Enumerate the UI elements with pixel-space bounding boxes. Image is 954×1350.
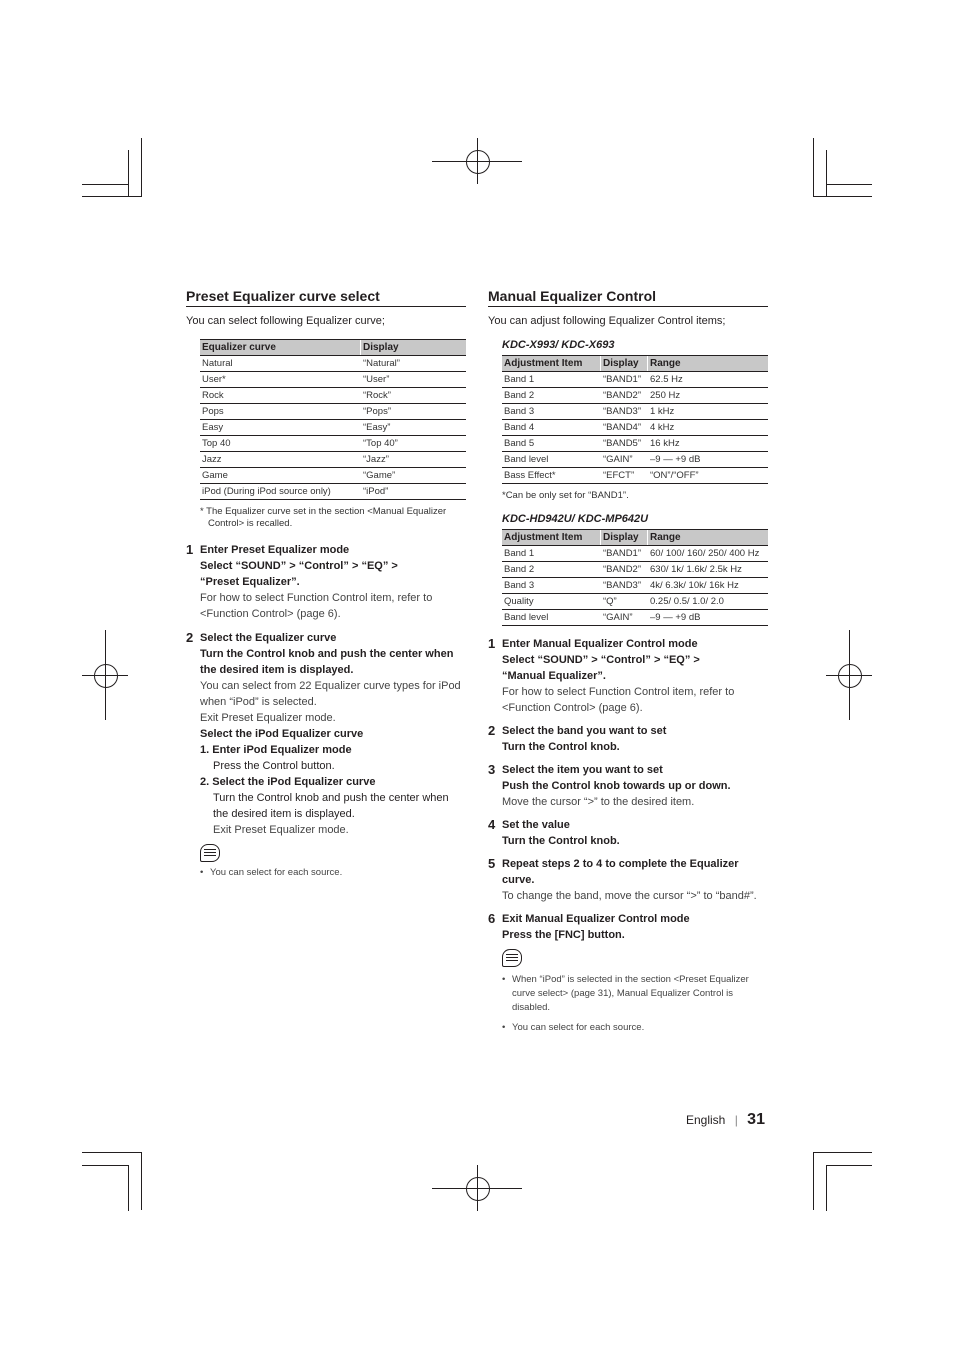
table-cell: Jazz (200, 452, 361, 468)
arrow-icon: > (591, 654, 598, 666)
table-cell: “Top 40” (361, 436, 467, 452)
table-cell: “iPod” (361, 484, 467, 500)
table-header: Equalizer curve (200, 340, 361, 356)
table-cell: “BAND1” (601, 546, 648, 562)
step-heading: Set the value (502, 819, 570, 831)
table-cell: Quality (502, 594, 601, 610)
table-cell: “BAND5” (601, 436, 648, 452)
memo-icon (502, 949, 522, 967)
table-cell: Band 1 (502, 546, 601, 562)
step-heading: Select the Equalizer curve (200, 632, 337, 644)
table-note: *Can be only set for “BAND1”. (502, 490, 629, 501)
step-heading: Enter Preset Equalizer mode (200, 544, 350, 556)
note-item: • You can select for each source. (502, 1021, 768, 1035)
note-item: • When “iPod” is selected in the section <Preset Equalizer curve select> (page 31), Manual Equalizer Control is disabled. (502, 973, 768, 1015)
table-cell: “ON”/“OFF” (648, 468, 769, 484)
step-description: For how to select Function Control item, refer to <Function Control> (page 6). (200, 592, 433, 620)
step-heading: Repeat steps 2 to 4 to complete the Equalizer curve. (502, 858, 739, 886)
step-description: Exit Preset Equalizer mode. (200, 712, 336, 724)
table-cell: “BAND1” (601, 372, 648, 388)
step-select-path: Select “SOUND” > “Control” > “EQ” > (502, 654, 700, 666)
step-heading: Exit Manual Equalizer Control mode (502, 913, 690, 925)
step-1 (488, 636, 768, 716)
table-cell: iPod (During iPod source only) (200, 484, 361, 500)
table-cell: “Game” (361, 468, 467, 484)
arrow-icon: > (351, 560, 359, 572)
step-select-end: “Manual Equalizer”. (502, 670, 606, 682)
table-cell: 630/ 1k/ 1.6k/ 2.5k Hz (648, 562, 769, 578)
substep-description: Exit Preset Equalizer mode. (213, 824, 349, 836)
substep-heading: 2. Select the iPod Equalizer curve (200, 776, 376, 788)
step-2 (488, 723, 768, 755)
step-select-path: Select “SOUND” > “Control” > “EQ” > (200, 560, 398, 572)
substep-action: Press the Control button. (213, 760, 335, 772)
table-row (502, 388, 768, 404)
table-cell: “BAND2” (601, 562, 648, 578)
step-6 (488, 911, 768, 943)
table-cell: “User” (361, 372, 467, 388)
step-5 (488, 856, 768, 904)
adjustment-table-2 (502, 529, 768, 626)
table-cell: Band 3 (502, 578, 601, 594)
table-header: Range (648, 530, 769, 546)
step-number: 1 (186, 542, 194, 557)
arrow-icon: > (391, 560, 398, 572)
table-header: Display (601, 356, 648, 372)
note-item: • You can select for each source. (200, 866, 466, 880)
step-number: 1 (488, 636, 496, 651)
table-cell: “BAND3” (601, 578, 648, 594)
table-cell: Bass Effect* (502, 468, 601, 484)
step-2 (186, 630, 466, 880)
intro-text: You can select following Equalizer curve; (186, 315, 385, 327)
substep-heading: 1. Enter iPod Equalizer mode (200, 744, 352, 756)
table-cell: “BAND4” (601, 420, 648, 436)
table-cell: 1 kHz (648, 404, 769, 420)
footnote: * The Equalizer curve set in the section <Manual Equalizer Control> is recalled. (200, 506, 447, 529)
registration-mark-icon (466, 150, 490, 174)
table-cell: “Pops” (361, 404, 467, 420)
table-row (502, 404, 768, 420)
section-title: Manual Equalizer Control (488, 288, 768, 307)
table-row (200, 468, 466, 484)
table-header: Adjustment Item (502, 356, 601, 372)
table-cell: Natural (200, 356, 361, 372)
table-row (200, 372, 466, 388)
table-row (502, 468, 768, 484)
table-cell: Band level (502, 452, 601, 468)
table-cell: 60/ 100/ 160/ 250/ 400 Hz (648, 546, 769, 562)
step-description: Move the cursor “>” to the desired item. (502, 796, 695, 808)
table-row (200, 436, 466, 452)
table-row (502, 578, 768, 594)
substep-action: Turn the Control knob and push the center when the desired item is displayed. (213, 792, 449, 820)
table-cell: Band 2 (502, 388, 601, 404)
table-cell: Band 3 (502, 404, 601, 420)
table-row (502, 594, 768, 610)
step-action: Turn the Control knob and push the center when the desired item is displayed. (200, 648, 454, 676)
arrow-icon: > (653, 654, 661, 666)
table-cell: “BAND3” (601, 404, 648, 420)
step-4 (488, 817, 768, 849)
arrow-icon: > (289, 560, 296, 572)
table-cell: Band level (502, 610, 601, 626)
step-3 (488, 762, 768, 810)
table-cell: 4k/ 6.3k/ 10k/ 16k Hz (648, 578, 769, 594)
table-row (502, 372, 768, 388)
step-description: For how to select Function Control item, refer to <Function Control> (page 6). (502, 686, 735, 714)
page-number: 31 (747, 1111, 765, 1128)
table-cell: –9 — +9 dB (648, 610, 769, 626)
step-heading: Select the item you want to set (502, 764, 663, 776)
table-cell: 16 kHz (648, 436, 769, 452)
step-heading: Select the band you want to set (502, 725, 667, 737)
table-cell: Band 1 (502, 372, 601, 388)
step-action: Turn the Control knob. (502, 741, 620, 753)
step-number: 6 (488, 911, 496, 926)
table-row (200, 404, 466, 420)
table-cell: Pops (200, 404, 361, 420)
step-number: 4 (488, 817, 496, 832)
table-cell: 62.5 Hz (648, 372, 769, 388)
footer-language: English (686, 1113, 726, 1127)
table-header: Adjustment Item (502, 530, 601, 546)
intro-text: You can adjust following Equalizer Control items; (488, 315, 726, 327)
registration-mark-icon (466, 1177, 490, 1201)
left-column (186, 288, 466, 880)
table-cell: “Q” (601, 594, 648, 610)
table-cell: “Natural” (361, 356, 467, 372)
adjustment-table-1 (502, 355, 768, 484)
table-cell: Game (200, 468, 361, 484)
memo-icon (200, 844, 220, 862)
table-row (502, 546, 768, 562)
page-footer (686, 1111, 765, 1129)
step-1 (186, 542, 466, 622)
table-cell: Band 5 (502, 436, 601, 452)
table-cell: Band 2 (502, 562, 601, 578)
table-cell: Band 4 (502, 420, 601, 436)
table-cell: 250 Hz (648, 388, 769, 404)
table-header: Display (361, 340, 467, 356)
right-column (488, 288, 768, 1035)
table-cell: Easy (200, 420, 361, 436)
step-action: Turn the Control knob. (502, 835, 620, 847)
table-row (502, 452, 768, 468)
footer-separator: | (734, 1113, 738, 1127)
table-row (200, 420, 466, 436)
step-number: 3 (488, 762, 496, 777)
step-description: To change the band, move the cursor “>” to “band#”. (502, 890, 757, 902)
step-action: Push the Control knob towards up or down. (502, 780, 731, 792)
table-header: Display (601, 530, 648, 546)
step-heading: Enter Manual Equalizer Control mode (502, 638, 698, 650)
table-cell: “GAIN” (601, 610, 648, 626)
step-action: Press the [FNC] button. (502, 929, 625, 941)
table-cell: “GAIN” (601, 452, 648, 468)
table-cell: “EFCT” (601, 468, 648, 484)
table-cell: 4 kHz (648, 420, 769, 436)
table-row (200, 484, 466, 500)
model-title: KDC-X993/ KDC-X693 (502, 339, 615, 351)
table-cell: “Easy” (361, 420, 467, 436)
table-row (502, 420, 768, 436)
table-row (502, 562, 768, 578)
table-row (200, 452, 466, 468)
table-cell: –9 — +9 dB (648, 452, 769, 468)
equalizer-curve-table (200, 339, 466, 500)
table-cell: “Jazz” (361, 452, 467, 468)
step-select-end: “Preset Equalizer”. (200, 576, 300, 588)
ipod-equalizer-heading: Select the iPod Equalizer curve (200, 728, 364, 740)
step-description: You can select from 22 Equalizer curve types for iPod when “iPod” is selected. (200, 680, 461, 708)
table-row (200, 356, 466, 372)
table-cell: “Rock” (361, 388, 467, 404)
table-cell: Rock (200, 388, 361, 404)
table-cell: 0.25/ 0.5/ 1.0/ 2.0 (648, 594, 769, 610)
step-number: 5 (488, 856, 496, 871)
table-cell: “BAND2” (601, 388, 648, 404)
arrow-icon: > (693, 654, 700, 666)
registration-mark-icon (838, 664, 862, 688)
table-row (200, 388, 466, 404)
table-header: Range (648, 356, 769, 372)
registration-mark-icon (94, 664, 118, 688)
step-number: 2 (488, 723, 496, 738)
table-cell: User* (200, 372, 361, 388)
table-row (502, 610, 768, 626)
model-title: KDC-HD942U/ KDC-MP642U (502, 513, 649, 525)
section-title: Preset Equalizer curve select (186, 288, 466, 307)
table-cell: Top 40 (200, 436, 361, 452)
step-number: 2 (186, 630, 194, 645)
table-row (502, 436, 768, 452)
